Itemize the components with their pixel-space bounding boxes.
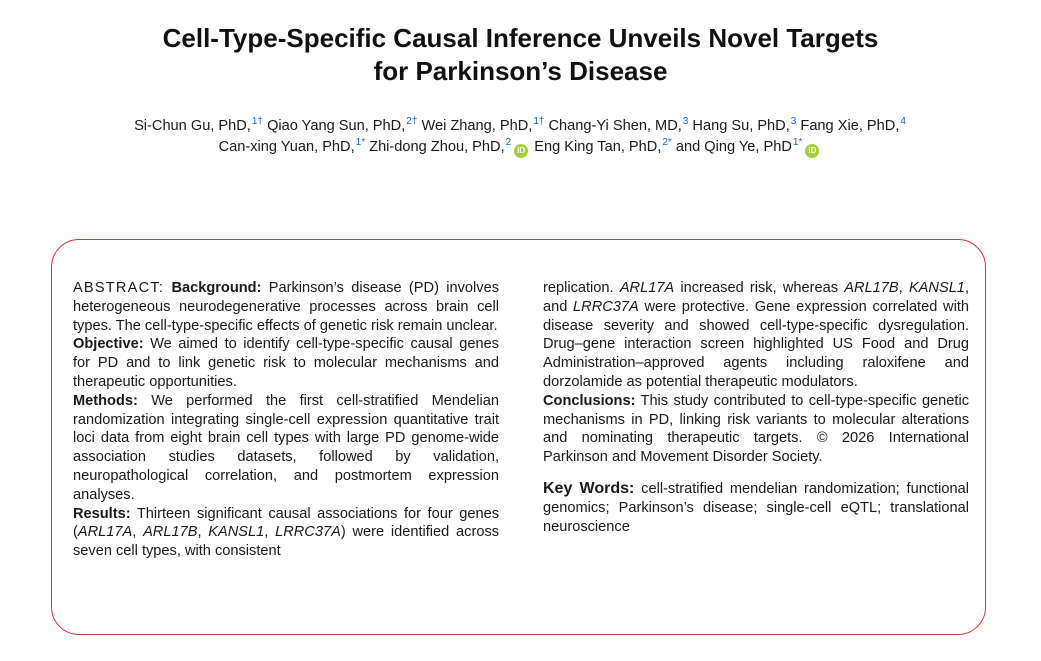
abstract-methods <box>73 392 499 505</box>
paper-title <box>0 22 1041 88</box>
author-name: Hang Su, PhD, <box>692 118 790 134</box>
section-label: Objective: <box>73 336 144 353</box>
separator: , <box>264 524 276 541</box>
gene-name: ARL17B <box>844 280 899 296</box>
section-text: We aimed to identify cell-type-specific causal genes for PD and to link genetic risk to molecular mechanisms and therapeutic opportunities. <box>73 336 499 390</box>
abstract-right-column <box>543 279 969 536</box>
author-affiliation[interactable]: 1* <box>792 137 803 148</box>
section-text: Parkinson’s disease (PD) involves heterogeneous neurodegenerative processes across brain cell types. The cell-type-specific effects of genetic risk remain unclear. <box>73 280 499 334</box>
section-label: Background: <box>171 280 262 296</box>
author-affiliation[interactable]: 2† <box>406 116 418 127</box>
title-line-1: Cell-Type-Specific Causal Inference Unveils Novel Targets <box>162 23 879 53</box>
separator: , <box>197 524 209 541</box>
section-label: Conclusions: <box>543 392 636 409</box>
section-text: replication. <box>543 280 620 296</box>
section-text: Thirteen significant causal associations for four genes ( <box>73 505 499 541</box>
author-affiliation[interactable]: 4 <box>900 116 906 127</box>
gene-name: LRRC37A <box>573 298 639 315</box>
author-name: Chang-Yi Shen, MD, <box>548 118 682 134</box>
abstract-left-column <box>73 279 499 561</box>
author-name: Wei Zhang, PhD, <box>421 118 533 134</box>
keywords-label: Key Words: <box>543 479 635 497</box>
separator: , <box>132 524 144 541</box>
keywords <box>543 480 969 536</box>
author-affiliation[interactable]: 1† <box>251 116 263 127</box>
author-affiliation[interactable]: 1* <box>355 137 366 148</box>
abstract-results-cont <box>543 279 969 392</box>
section-text: increased risk, whereas <box>674 280 845 296</box>
author-affiliation[interactable]: 2 <box>505 137 512 148</box>
author-list <box>40 116 1000 158</box>
section-text: ) were identified across seven cell types, with consistent <box>73 524 500 560</box>
section-text: We performed the first cell-stratified Mendelian randomization integrating single-cell expression quantitative trait loci data from eight brain cell types with large PD genome-wide association studies datasets, followed by validation, neuropathological correlation, and postmortem expression analyses. <box>73 392 499 503</box>
gene-name: KANSL1 <box>208 524 265 541</box>
section-text: were protective. Gene expression correlated with disease severity and showed cell-type-specific dysregulation. Drug–gene interaction screen highlighted US Food and Drug Administration–approved agents including raloxifene and dorzolamide as potential therapeutic modulators. <box>543 298 969 390</box>
author-name: Si-Chun Gu, PhD, <box>134 118 251 134</box>
gene-name: ARL17A <box>77 524 133 541</box>
abstract-background <box>73 279 499 335</box>
abstract-conclusions <box>543 392 969 467</box>
section-label: Results: <box>73 505 131 522</box>
author-name: Fang Xie, PhD, <box>800 118 900 134</box>
gene-name: ARL17A <box>619 280 675 296</box>
abstract-objective <box>73 335 499 391</box>
orcid-icon[interactable]: iD <box>805 144 819 158</box>
abstract-results-start <box>73 505 499 561</box>
orcid-icon[interactable]: iD <box>514 144 528 158</box>
gene-name: ARL17B <box>143 524 198 541</box>
section-text: , and <box>543 280 969 315</box>
author-name: Qiao Yang Sun, PhD, <box>267 118 406 134</box>
title-line-2: for Parkinson’s Disease <box>373 56 668 86</box>
author-name: and Qing Ye, PhD <box>675 139 792 155</box>
author-name: Can-xing Yuan, PhD, <box>218 139 355 155</box>
author-name: Zhi-dong Zhou, PhD, <box>369 139 505 155</box>
author-affiliation[interactable]: 2* <box>662 137 672 148</box>
separator: , <box>898 280 909 296</box>
abstract-label: ABSTRACT: <box>73 280 165 296</box>
author-affiliation[interactable]: 1† <box>533 116 545 127</box>
gene-name: KANSL1 <box>908 280 965 296</box>
section-text: This study contributed to cell-type-specific genetic mechanisms in PD, linking risk variants to molecular alterations and nominating therapeutic targets. © 2026 International Parkinson and Movement Disorder Society. <box>543 392 970 466</box>
author-affiliation[interactable]: 3 <box>790 116 797 127</box>
keywords-text: cell-stratified mendelian randomization; functional genomics; Parkinson’s disease; single-cell eQTL; translational neuroscience <box>543 480 970 535</box>
author-name: Eng King Tan, PhD, <box>534 139 662 155</box>
author-affiliation[interactable]: 3 <box>682 116 689 127</box>
gene-name: LRRC37A <box>275 524 341 541</box>
section-label: Methods: <box>73 392 138 409</box>
